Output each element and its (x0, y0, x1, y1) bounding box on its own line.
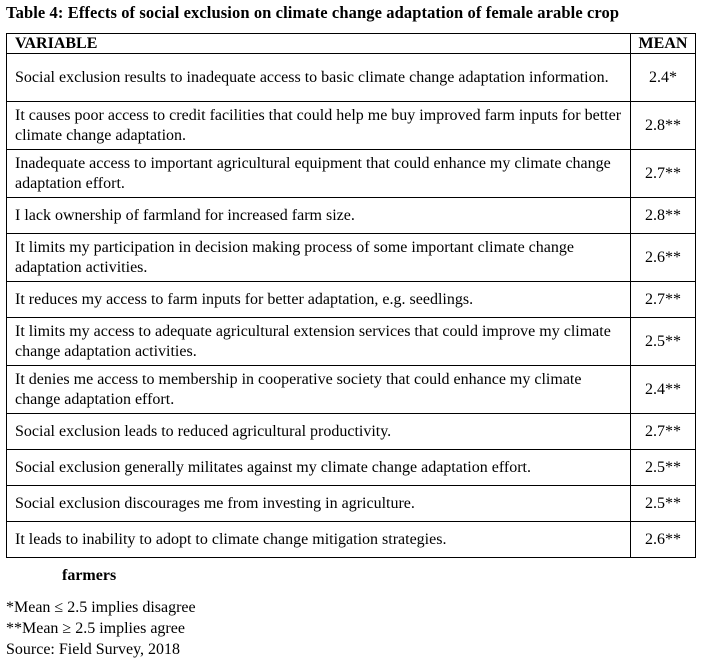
table-row (7, 522, 696, 558)
table-row (7, 198, 696, 234)
variable-cell: It limits my access to adequate agricultural extension services that could improve my climate change adaptation activities. (7, 318, 631, 366)
table-header-row (7, 34, 696, 54)
variable-cell: Social exclusion results to inadequate access to basic climate change adaptation information. (7, 54, 631, 102)
table-row (7, 414, 696, 450)
header-variable: VARIABLE (7, 34, 631, 54)
table-row (7, 150, 696, 198)
variable-cell: I lack ownership of farmland for increased farm size. (7, 198, 631, 234)
variable-cell: Inadequate access to important agricultural equipment that could enhance my climate change adaptation effort. (7, 150, 631, 198)
table-title-continuation: farmers (62, 567, 117, 584)
mean-cell: 2.4** (631, 366, 696, 414)
mean-cell: 2.6** (631, 522, 696, 558)
mean-cell: 2.8** (631, 102, 696, 150)
mean-cell: 2.5** (631, 450, 696, 486)
mean-cell: 2.4* (631, 54, 696, 102)
table-row (7, 450, 696, 486)
note-source: Source: Field Survey, 2018 (6, 641, 181, 658)
variable-cell: It reduces my access to farm inputs for better adaptation, e.g. seedlings. (7, 282, 631, 318)
header-mean: MEAN (631, 34, 696, 54)
table-title: Table 4: Effects of social exclusion on climate change adaptation of female arable crop (6, 3, 620, 22)
table-notes (6, 597, 196, 660)
table-row (7, 102, 696, 150)
table-row (7, 366, 696, 414)
table-row (7, 318, 696, 366)
table-row (7, 282, 696, 318)
table-row (7, 54, 696, 102)
note-agree: **Mean ≥ 2.5 implies agree (6, 620, 185, 637)
variable-cell: It causes poor access to credit facilities that could help me buy improved farm inputs for better climate change adaptation. (7, 102, 631, 150)
variable-cell: It limits my participation in decision making process of some important climate change adaptation activities. (7, 234, 631, 282)
table-row (7, 234, 696, 282)
note-disagree: *Mean ≤ 2.5 implies disagree (6, 599, 196, 616)
mean-cell: 2.7** (631, 150, 696, 198)
results-table (6, 33, 696, 558)
variable-cell: Social exclusion discourages me from investing in agriculture. (7, 486, 631, 522)
mean-cell: 2.7** (631, 282, 696, 318)
mean-cell: 2.8** (631, 198, 696, 234)
mean-cell: 2.5** (631, 318, 696, 366)
variable-cell: Social exclusion leads to reduced agricultural productivity. (7, 414, 631, 450)
variable-cell: It denies me access to membership in cooperative society that could enhance my climate change adaptation effort. (7, 366, 631, 414)
mean-cell: 2.6** (631, 234, 696, 282)
variable-cell: It leads to inability to adopt to climate change mitigation strategies. (7, 522, 631, 558)
mean-cell: 2.5** (631, 486, 696, 522)
table-row (7, 486, 696, 522)
mean-cell: 2.7** (631, 414, 696, 450)
variable-cell: Social exclusion generally militates against my climate change adaptation effort. (7, 450, 631, 486)
